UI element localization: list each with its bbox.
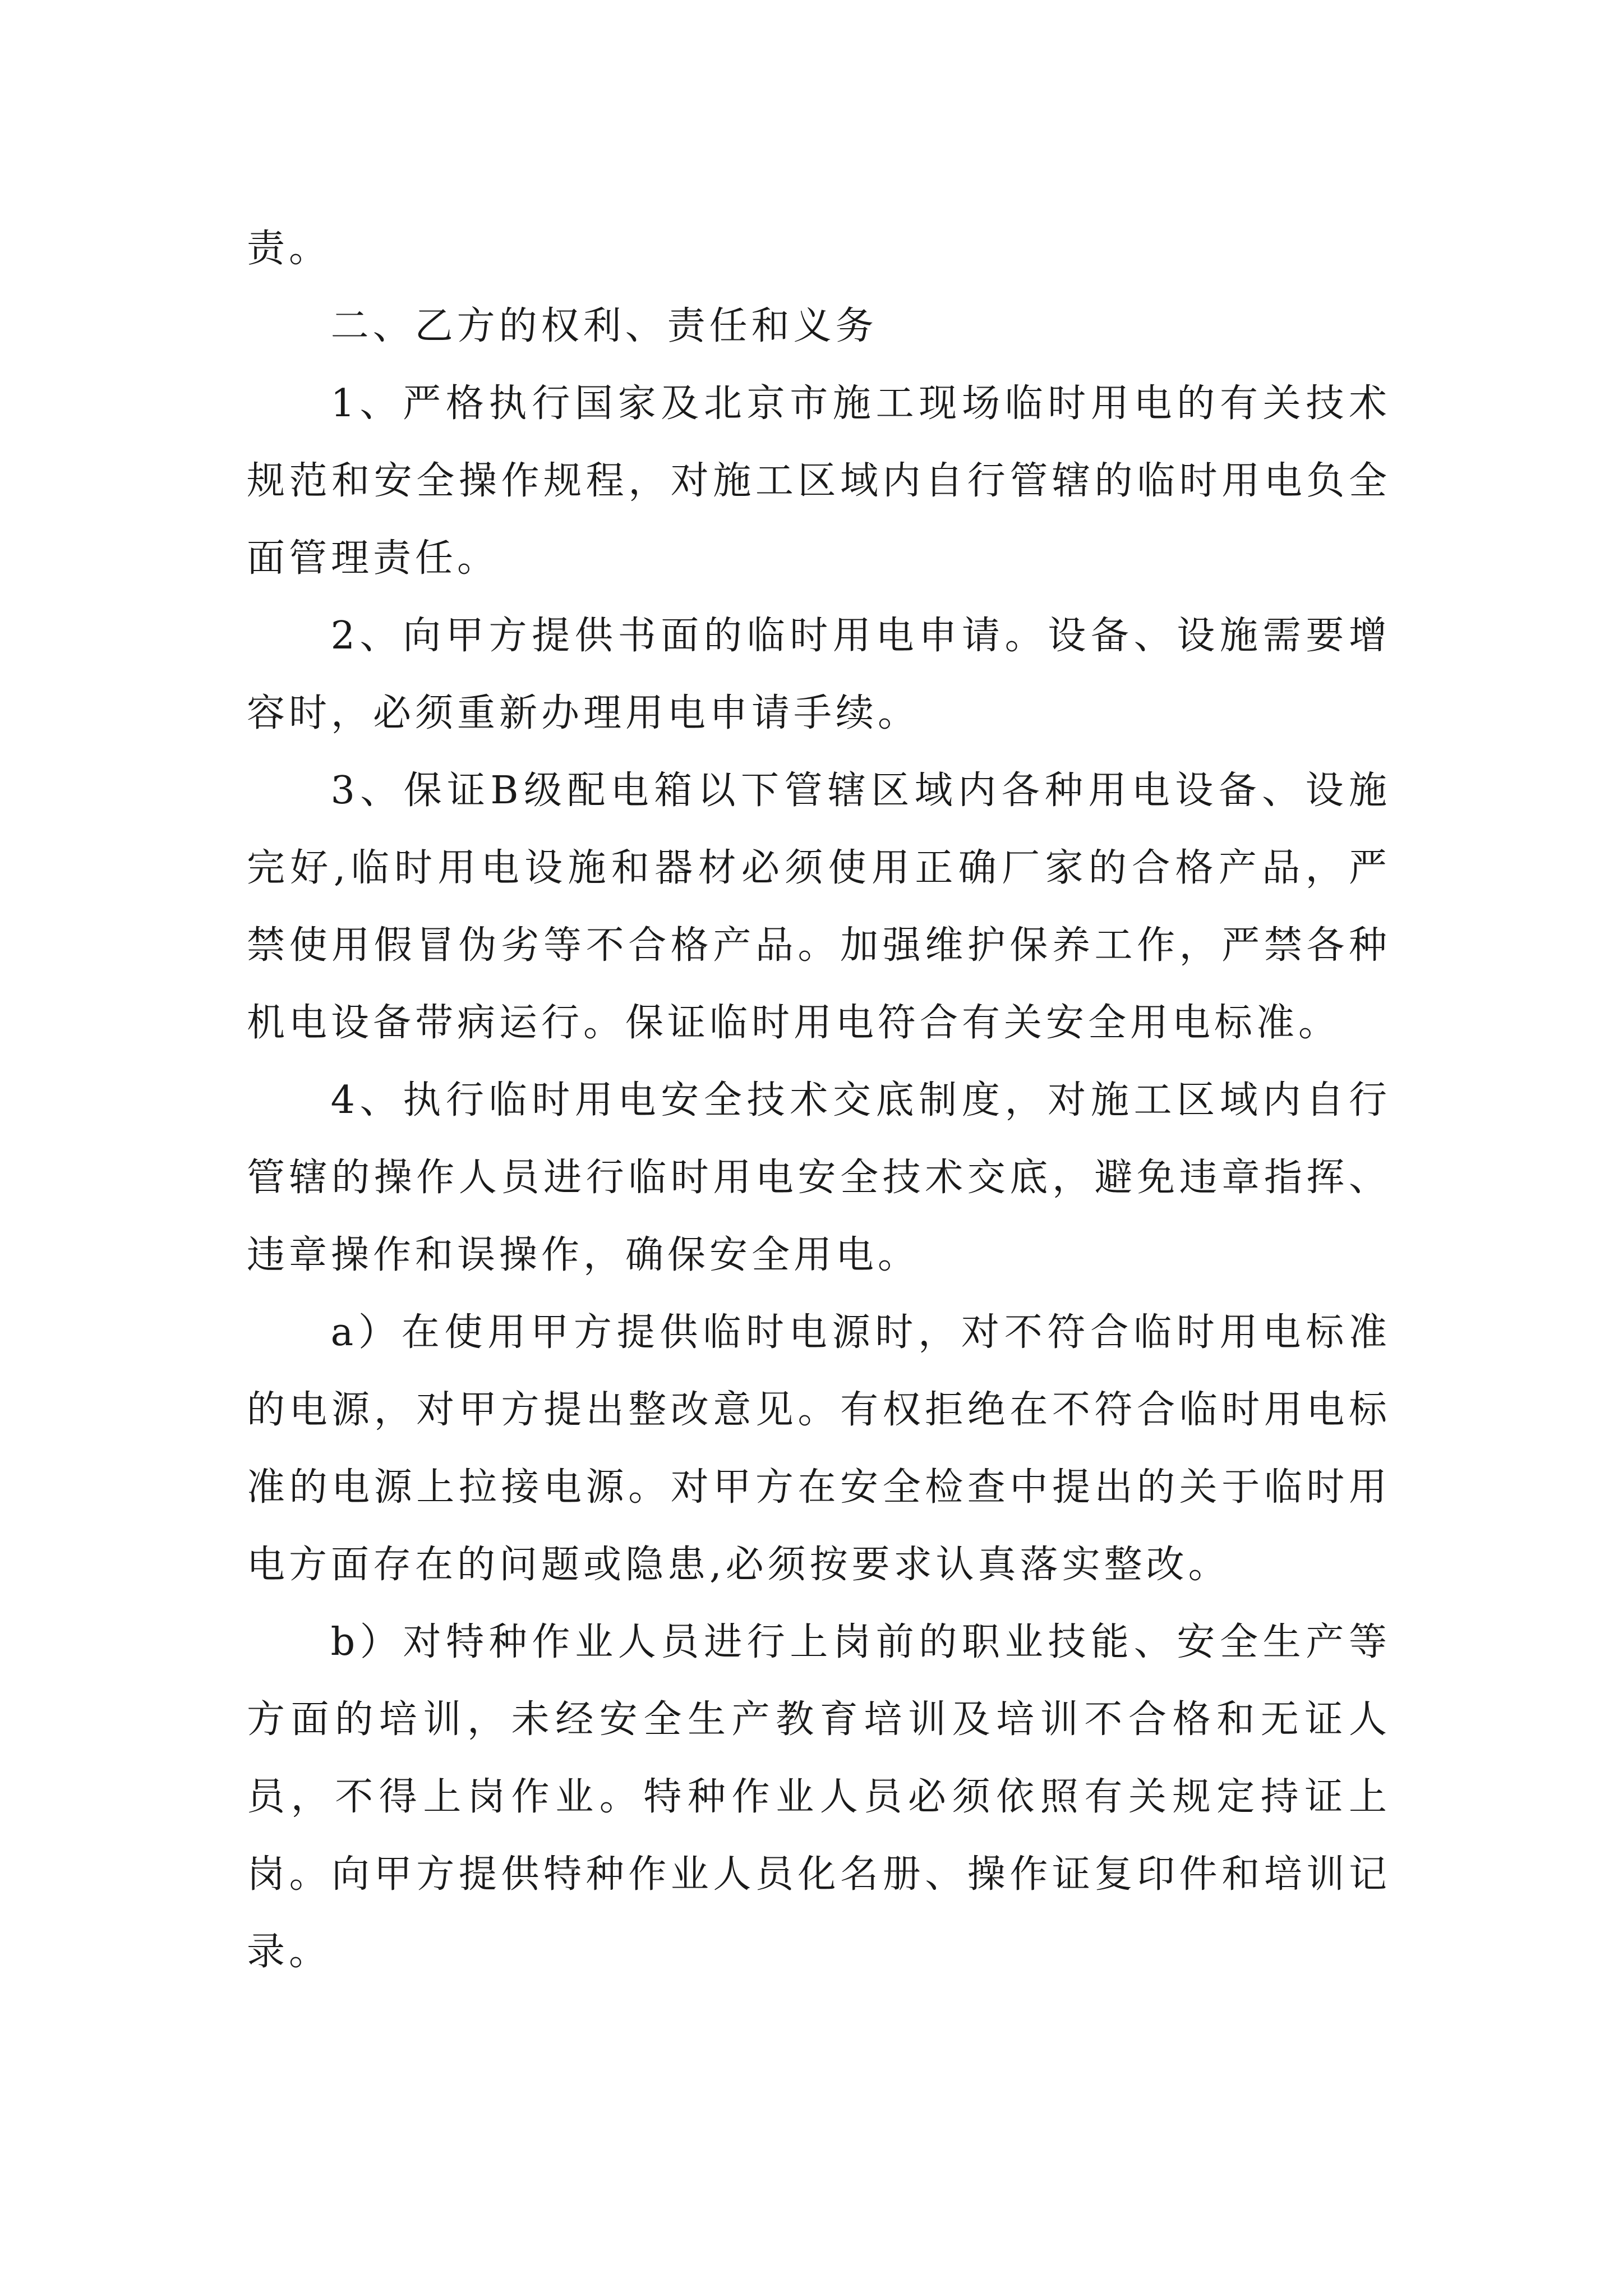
clause-2: 2、向甲方提供书面的临时用电申请。设备、设施需要增容时，必须重新办理用电申请手续。: [247, 614, 1391, 735]
section-heading: 二、乙方的权利、责任和义务: [330, 304, 878, 348]
clause-4b: b）对特种作业人员进行上岗前的职业技能、安全生产等方面的培训，未经安全生产教育培训及培训不合格和无证人员，不得上岗作业。特种作业人员必须依照有关规定持证上岗。向甲方提供特种作业人员化名册、操作证复印件和培训记录。: [247, 1620, 1391, 1974]
clause-3: 3、保证B级配电箱以下管辖区域内各种用电设备、设施完好,临时用电设施和器材必须使用正确厂家的合格产品，严禁使用假冒伪劣等不合格产品。加强维护保养工作，严禁各种机电设备带病运行。保证临时用电符合有关安全用电标准。: [247, 769, 1391, 1045]
document-body: [247, 210, 1391, 1991]
clause-4a: a）在使用甲方提供临时电源时，对不符合临时用电标准的电源，对甲方提出整改意见。有权拒绝在不符合临时用电标准的电源上拉接电源。对甲方在安全检查中提出的关于临时用电方面存在的问题或隐患,必须按要求认真落实整改。: [247, 1310, 1391, 1587]
clause-1: 1、严格执行国家及北京市施工现场临时用电的有关技术规范和安全操作规程，对施工区域内自行管辖的临时用电负全面管理责任。: [247, 381, 1391, 581]
clause-4: 4、执行临时用电安全技术交底制度，对施工区域内自行管辖的操作人员进行临时用电安全技术交底，避免违章指挥、违章操作和误操作，确保安全用电。: [247, 1078, 1391, 1277]
paragraph-continuation: 责。: [247, 227, 331, 271]
